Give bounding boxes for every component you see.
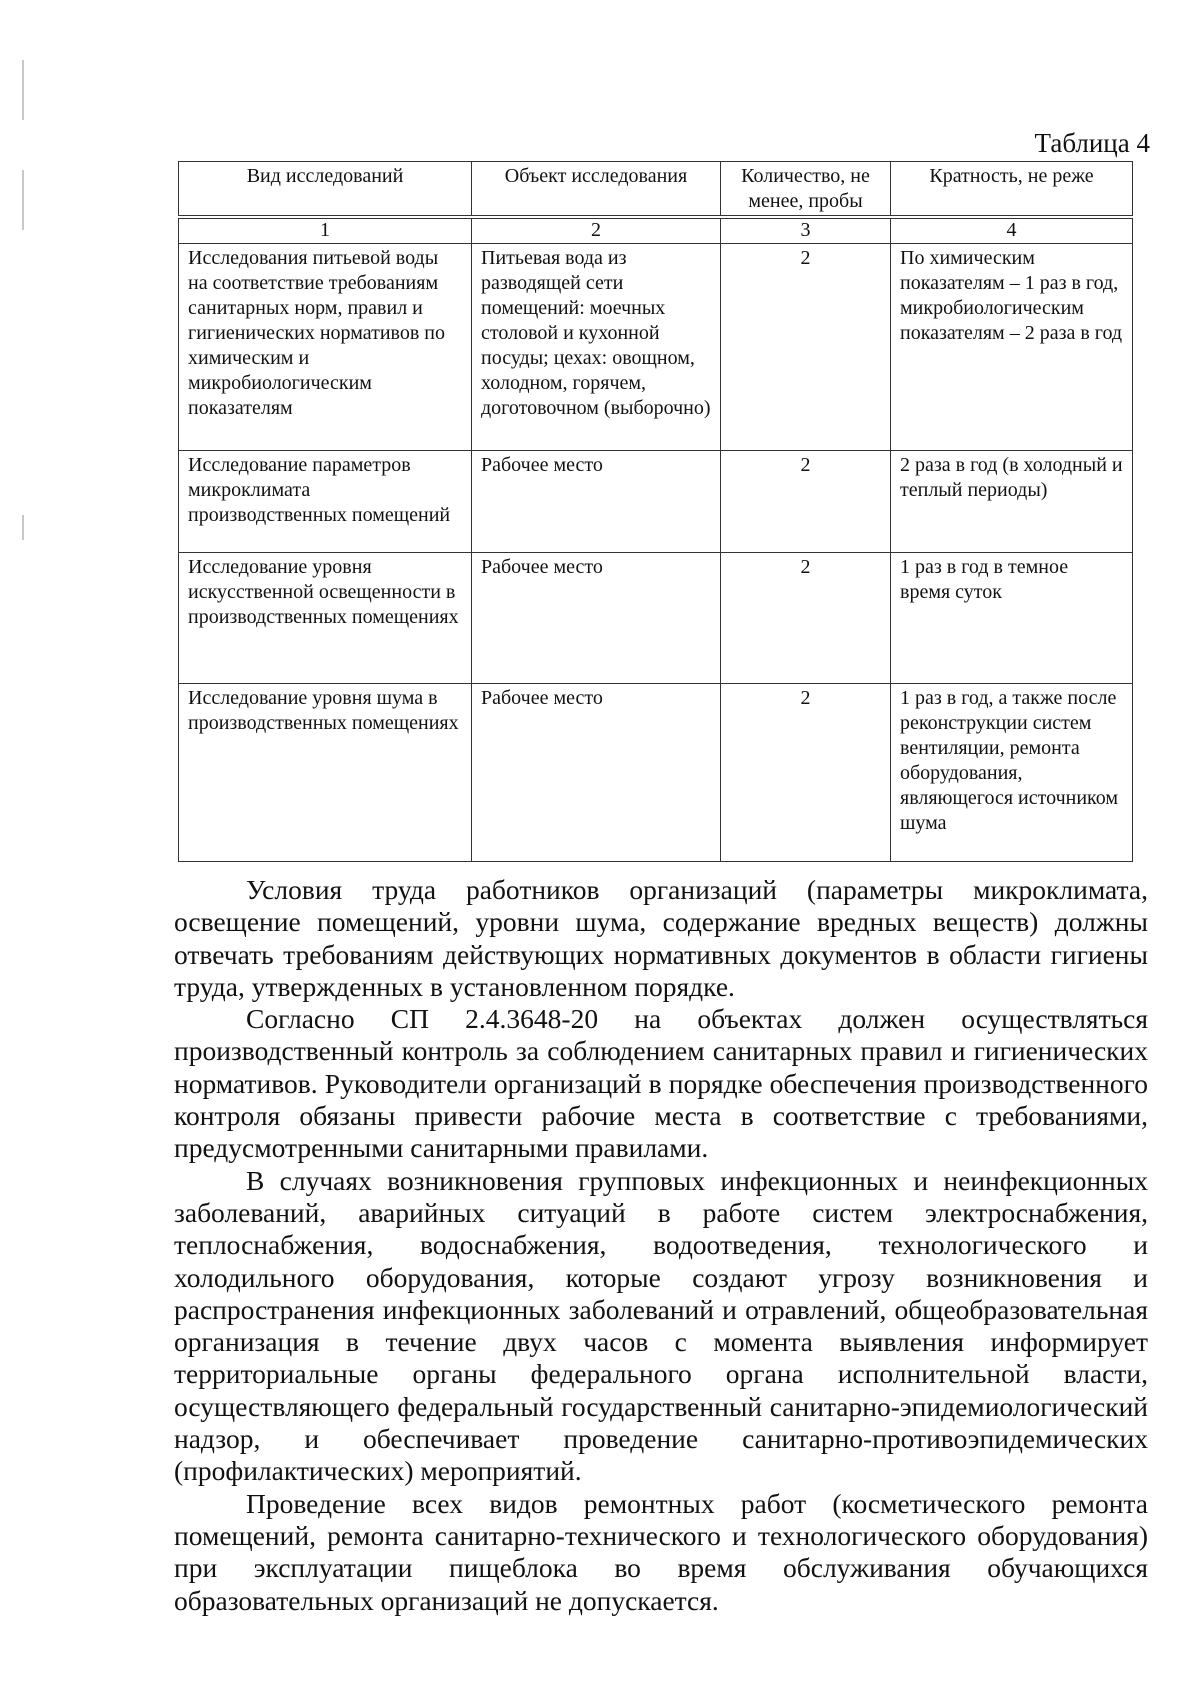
header-cell: Кратность, не реже	[891, 162, 1133, 218]
research-object-cell: Питьевая вода из разводящей сети помещений: моечных столовой и кухонной посуды; цехах: овощном, холодном, горячем, доготовочном (выборочно)	[472, 244, 721, 451]
research-type-cell: Исследования питьевой воды на соответствие требованиям санитарных норм, правил и гигиенических нормативов по химическим и микробиологическим показателям	[179, 244, 472, 451]
research-type-cell: Исследование уровня искусственной освещенности в производственных помещениях	[179, 553, 472, 684]
column-number: 3	[721, 217, 891, 244]
paragraph: Согласно СП 2.4.3648-20 на объектах должен осуществляться производственный контроль за соблюдением санитарных правил и гигиенических нормативов. Руководители организаций в порядке обеспечения производственного контроля обязаны привести рабочие места в соответствие с требованиями, предусмотренными санитарными правилами.	[174, 1003, 1148, 1164]
header-cell: Объект исследования	[472, 162, 721, 218]
header-cell: Вид исследований	[179, 162, 472, 218]
scan-edge-mark	[22, 515, 24, 540]
paragraph: Проведение всех видов ремонтных работ (косметического ремонта помещений, ремонта санитарно-технического и технологического оборудования) при эксплуатации пищеблока во время обслуживания обучающихся образовательных организаций не допускается.	[174, 1487, 1148, 1616]
sample-count-cell: 2	[721, 553, 891, 684]
frequency-cell: 1 раз в год в темное время суток	[891, 553, 1133, 684]
frequency-cell: По химическим показателям – 1 раз в год, микробиологическим показателям – 2 раза в год	[891, 244, 1133, 451]
table-row	[179, 553, 1133, 684]
research-object-cell: Рабочее место	[472, 451, 721, 553]
column-number: 4	[891, 217, 1133, 244]
paragraph: В случаях возникновения групповых инфекционных и неинфекционных заболеваний, аварийных ситуаций в работе систем электроснабжения, теплоснабжения, водоснабжения, водоотведения, технологического и холодильного оборудования, которые создают угрозу возникновения и распространения инфекционных заболеваний и отравлений, общеобразовательная организация в течение двух часов с момента выявления информирует территориальные органы федерального органа исполнительной власти, осуществляющего федеральный государственный санитарно-эпидемиологический надзор, и обеспечивает проведение санитарно-противоэпидемических (профилактических) мероприятий.	[174, 1164, 1148, 1487]
table-row	[179, 684, 1133, 862]
research-type-cell: Исследование параметров микроклимата производственных помещений	[179, 451, 472, 553]
column-number: 2	[472, 217, 721, 244]
body-text	[174, 874, 1148, 1617]
header-cell: Количество, не менее, пробы	[721, 162, 891, 218]
table-row	[179, 244, 1133, 451]
research-table	[178, 161, 1133, 862]
sample-count-cell: 2	[721, 451, 891, 553]
table-caption: Таблица 4	[1034, 128, 1150, 158]
research-object-cell: Рабочее место	[472, 553, 721, 684]
scan-edge-mark	[22, 170, 24, 230]
table-header-row	[179, 162, 1133, 218]
frequency-cell: 2 раза в год (в холодный и теплый периоды)	[891, 451, 1133, 553]
column-number-row	[179, 217, 1133, 244]
sample-count-cell: 2	[721, 684, 891, 862]
frequency-cell: 1 раз в год, а также после реконструкции систем вентиляции, ремонта оборудования, являющегося источником шума	[891, 684, 1133, 862]
sample-count-cell: 2	[721, 244, 891, 451]
column-number: 1	[179, 217, 472, 244]
table-row	[179, 451, 1133, 553]
research-object-cell: Рабочее место	[472, 684, 721, 862]
paragraph: Условия труда работников организаций (параметры микроклимата, освещение помещений, уровни шума, содержание вредных веществ) должны отвечать требованиям действующих нормативных документов в области гигиены труда, утвержденных в установленном порядке.	[174, 874, 1148, 1002]
research-type-cell: Исследование уровня шума в производственных помещениях	[179, 684, 472, 862]
scan-edge-mark	[22, 60, 24, 120]
